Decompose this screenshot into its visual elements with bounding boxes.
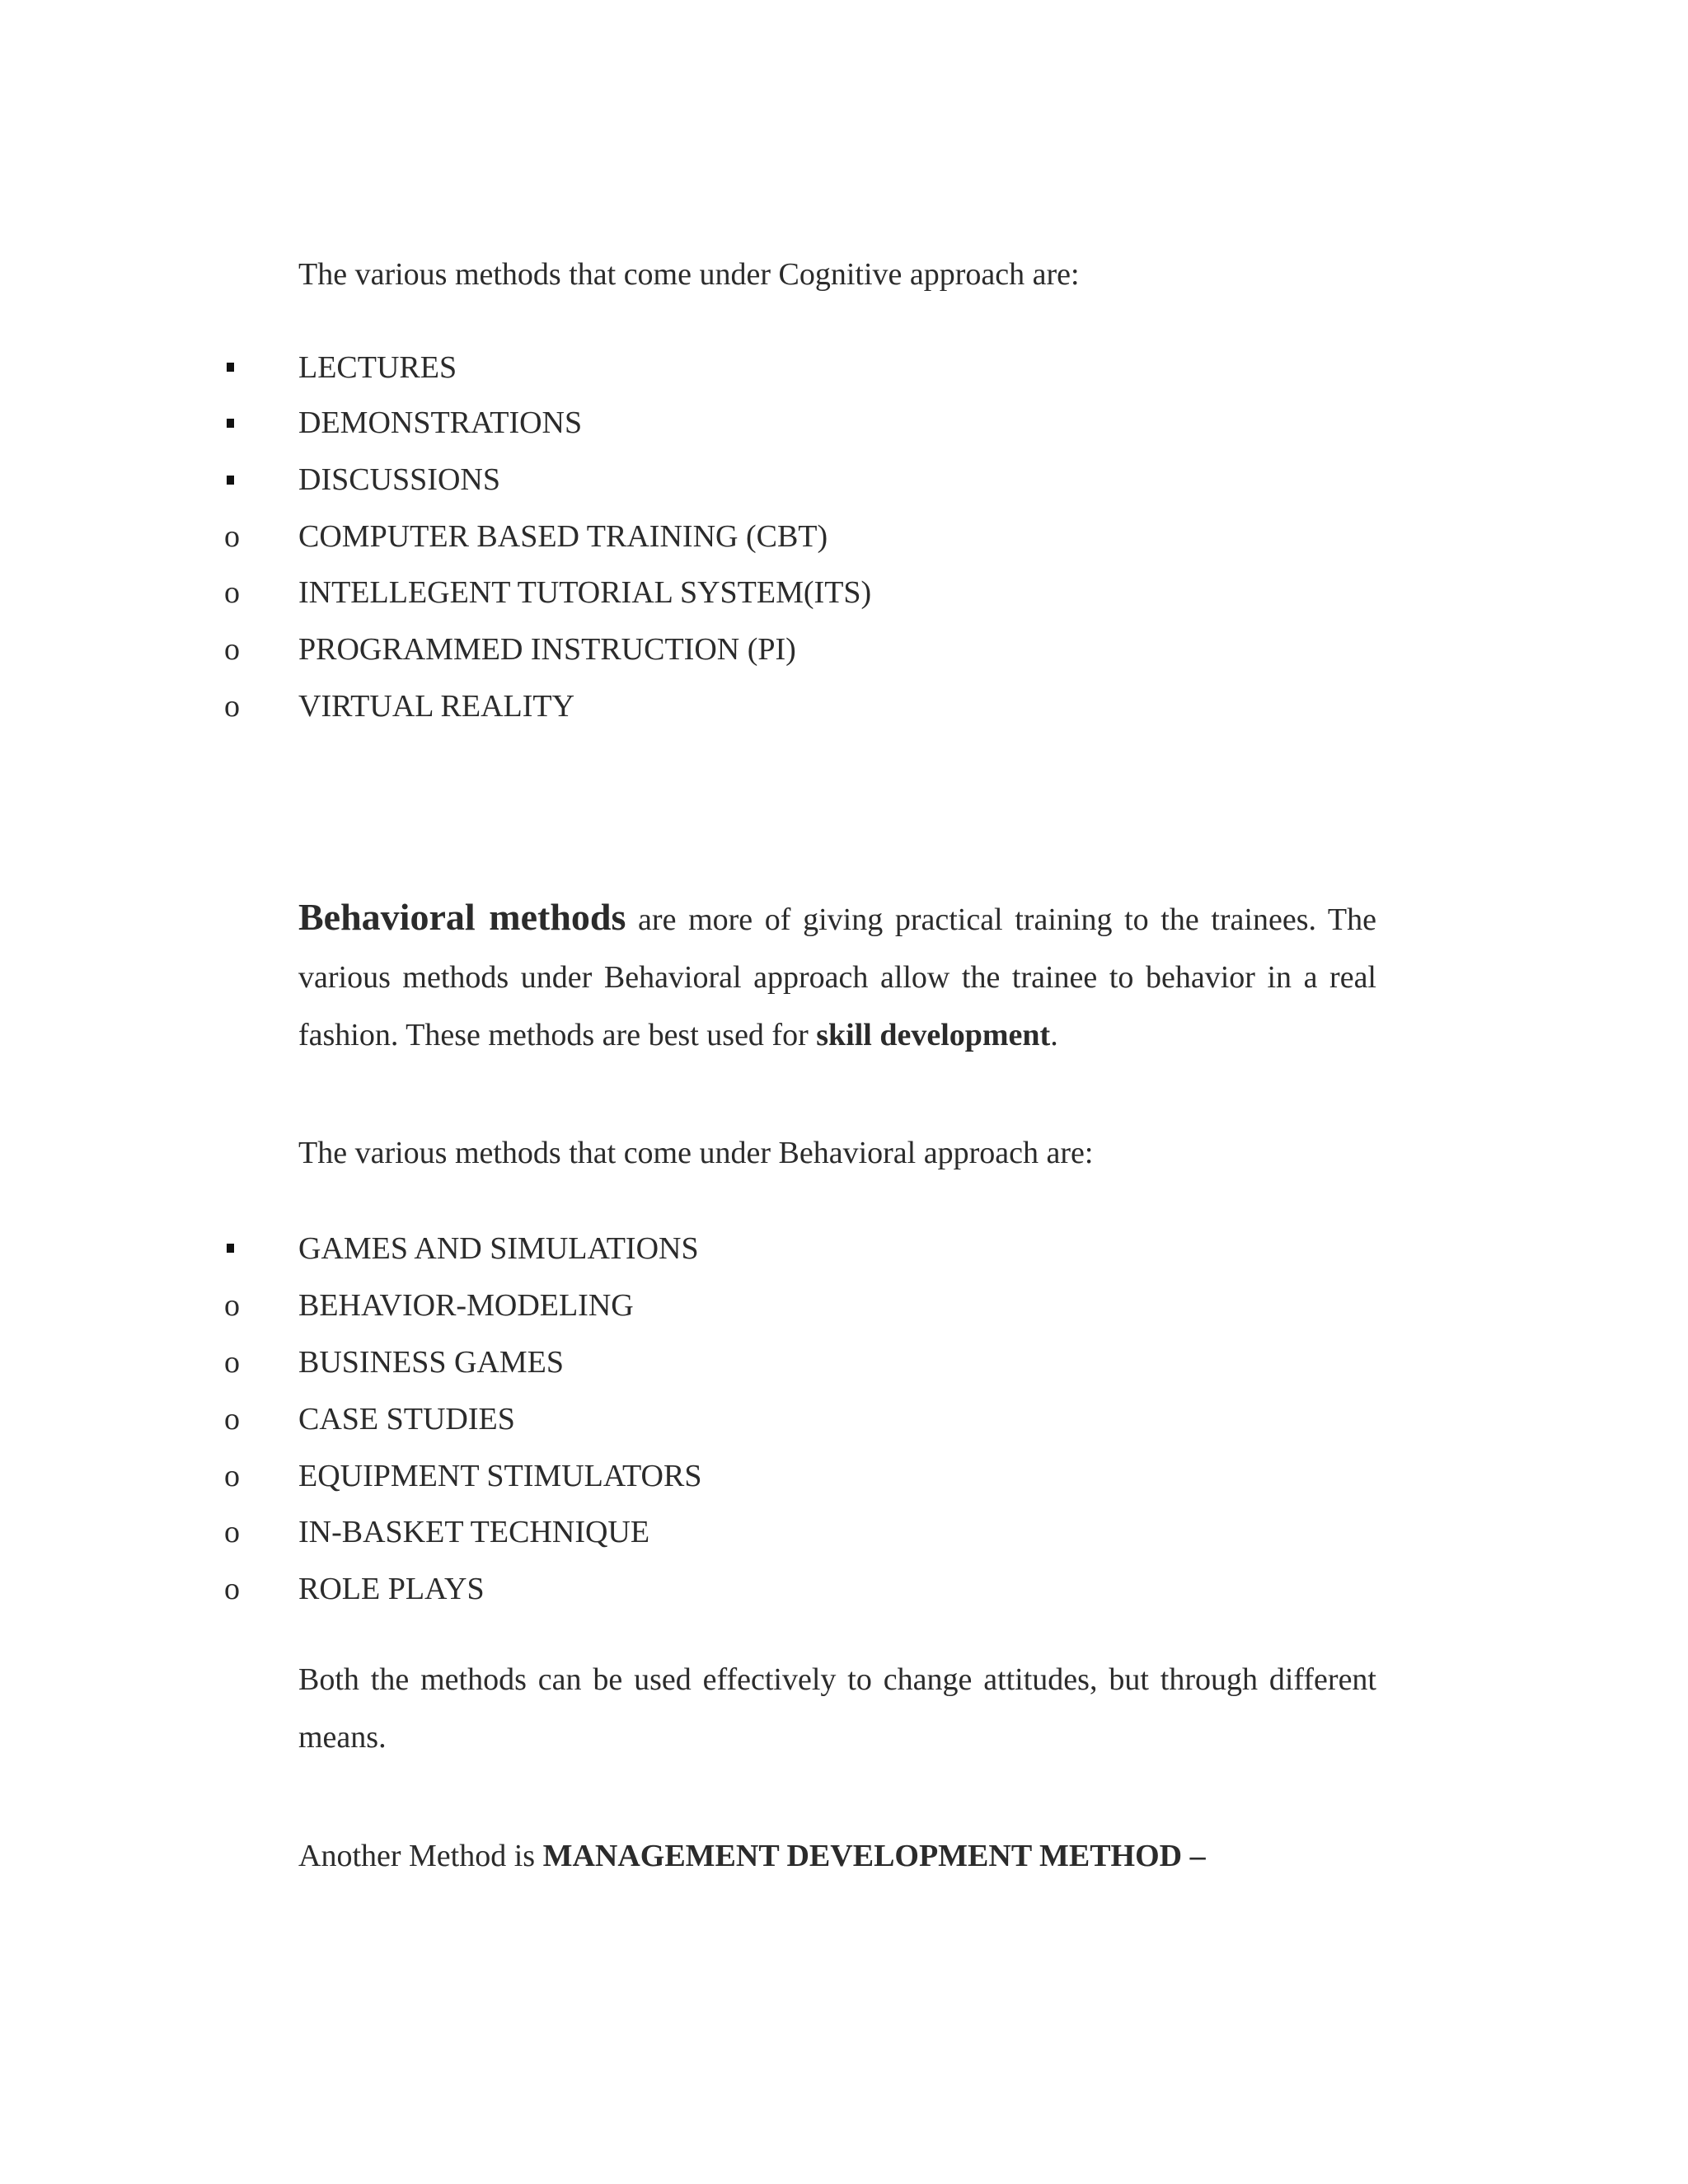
skill-development: skill development (816, 1018, 1051, 1052)
list-item: PROGRAMMED INSTRUCTION (PI) (298, 632, 796, 667)
circle-bullet-icon: o (224, 1402, 240, 1436)
circle-bullet-icon: o (224, 632, 240, 667)
list-item: BEHAVIOR-MODELING (298, 1288, 634, 1323)
behavioral-end: . (1050, 1018, 1058, 1052)
another-method-line (298, 1840, 1206, 1872)
management-development-method: MANAGEMENT DEVELOPMENT METHOD – (542, 1839, 1206, 1873)
both-methods-paragraph: Both the methods can be used effectively to change attitudes, but through different means. (298, 1662, 1376, 1755)
square-bullet-icon (227, 363, 234, 372)
list-item: IN-BASKET TECHNIQUE (298, 1515, 650, 1549)
behavioral-text: are more of giving practical training to the trainees. The various methods under Behavioral approach allow the trainee to behavior in a real fashion. These methods are best used for (298, 902, 1377, 1052)
circle-bullet-icon: o (224, 689, 240, 724)
list-item: DEMONSTRATIONS (298, 405, 583, 440)
list-item: GAMES AND SIMULATIONS (298, 1231, 699, 1266)
circle-bullet-icon: o (224, 519, 240, 554)
list-item: DISCUSSIONS (298, 462, 500, 497)
list-item: ROLE PLAYS (298, 1572, 485, 1606)
behavioral-paragraph (298, 888, 1376, 1064)
circle-bullet-icon: o (224, 1572, 240, 1606)
another-method-prefix: Another Method is (298, 1839, 543, 1873)
behavioral-lead: Behavioral methods (298, 896, 626, 938)
behavioral-intro: The various methods that come under Behavioral approach are: (298, 1136, 1094, 1170)
circle-bullet-icon: o (224, 1345, 240, 1380)
circle-bullet-icon: o (224, 575, 240, 610)
circle-bullet-icon: o (224, 1515, 240, 1549)
list-item: VIRTUAL REALITY (298, 689, 575, 724)
cognitive-intro: The various methods that come under Cognitive approach are: (298, 257, 1080, 292)
list-item: BUSINESS GAMES (298, 1345, 565, 1380)
list-item: LECTURES (298, 350, 457, 385)
list-item: INTELLEGENT TUTORIAL SYSTEM(ITS) (298, 575, 872, 610)
square-bullet-icon (227, 1244, 234, 1253)
square-bullet-icon (227, 476, 234, 485)
list-item: EQUIPMENT STIMULATORS (298, 1459, 702, 1493)
square-bullet-icon (227, 419, 234, 428)
circle-bullet-icon: o (224, 1459, 240, 1493)
circle-bullet-icon: o (224, 1288, 240, 1323)
list-item: COMPUTER BASED TRAINING (CBT) (298, 519, 828, 554)
list-item: CASE STUDIES (298, 1402, 515, 1436)
